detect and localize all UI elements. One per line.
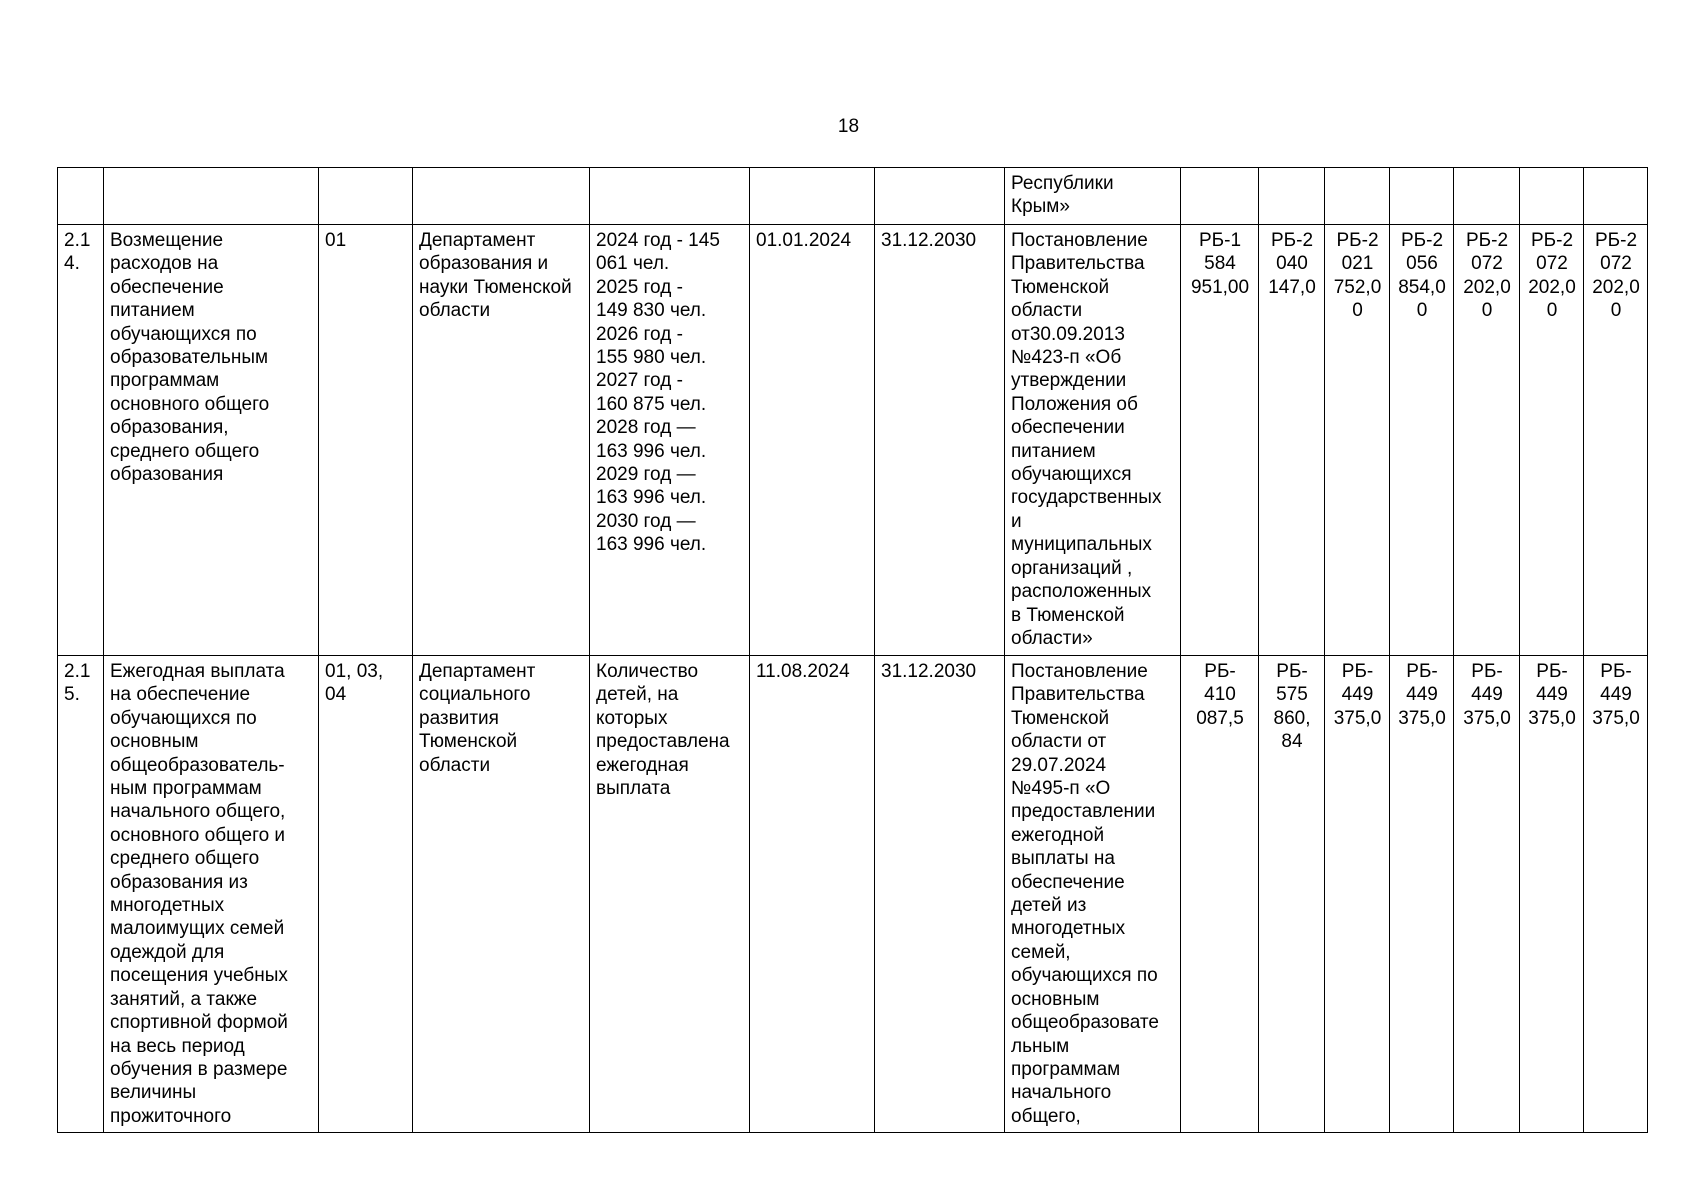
cell-text-line: льным: [1011, 1035, 1070, 1057]
cell-amount-2026: [1325, 656, 1390, 1133]
cell-amount: [1520, 168, 1584, 225]
cell-text-line: 31.12.2030: [881, 230, 977, 251]
cell-amount-2025: [1259, 656, 1325, 1133]
cell-text-line: величины: [110, 1082, 197, 1104]
cell-text-line: 410: [1204, 684, 1236, 706]
cell-legal-basis: [1005, 225, 1181, 656]
cell-text-line: 375,0: [1398, 707, 1446, 729]
cell-text-line: РБ-1: [1198, 230, 1242, 251]
cell-text-line: области: [419, 754, 491, 776]
cell-text-line: обеспечение: [110, 276, 224, 298]
cell-text-line: семей,: [1011, 941, 1071, 963]
cell-indicator: [590, 168, 750, 225]
cell-text-line: №495-п «О: [1011, 778, 1111, 800]
cell-text-line: Тюменской: [419, 731, 518, 753]
cell-text-line: предоставлена: [596, 731, 730, 753]
cell-text-line: расходов на: [110, 253, 219, 275]
cell-text-line: 163 996 чел.: [596, 487, 707, 509]
cell-text-line: 160 875 чел.: [596, 393, 707, 415]
cell-amount-2030: [1584, 656, 1648, 1133]
cell-text-line: 449: [1406, 684, 1438, 706]
cell-code: [319, 168, 413, 225]
cell-text-line: детей из: [1011, 895, 1087, 917]
cell-text-line: РБ-2: [1465, 230, 1509, 251]
cell-text-line: 040: [1276, 253, 1308, 275]
cell-text-line: 449: [1471, 684, 1503, 706]
cell-text-line: РБ-: [1341, 661, 1374, 682]
cell-num: [58, 168, 104, 225]
cell-text-line: в Тюменской: [1011, 604, 1125, 626]
table-row-2-14: [58, 225, 1648, 656]
cell-text-line: 04: [325, 684, 347, 706]
cell-amount-2028: [1454, 656, 1520, 1133]
cell-text-line: области: [1011, 300, 1083, 322]
cell-end-date: [875, 168, 1005, 225]
cell-text-line: 0: [1546, 300, 1558, 322]
cell-text-line: РБ-2: [1270, 230, 1314, 251]
cell-amount-2024: [1181, 656, 1259, 1133]
cell-text-line: РБ-: [1276, 661, 1308, 682]
cell-text-line: обеспечение: [1011, 871, 1125, 893]
cell-text-line: науки Тюменской: [419, 276, 572, 298]
cell-text-line: 163 996 чел.: [596, 534, 707, 556]
cell-text-line: 2026 год -: [596, 323, 683, 345]
cell-text-line: 4.: [64, 253, 80, 275]
cell-text-line: Правительства: [1011, 253, 1145, 275]
cell-text-line: 575: [1276, 684, 1308, 706]
cell-legal-basis: [1005, 656, 1181, 1133]
cell-text-line: 2024 год - 145: [596, 230, 720, 251]
cell-text-line: 84: [1281, 731, 1303, 753]
cell-text-line: 2025 год -: [596, 276, 683, 298]
cell-text-line: основного общего: [110, 393, 270, 415]
cell-text-line: посещения учебных: [110, 965, 288, 987]
cell-amount: [1454, 168, 1520, 225]
cell-text-line: РБ-2: [1530, 230, 1574, 251]
cell-text-line: на обеспечение: [110, 684, 251, 706]
cell-text-line: предоставлении: [1011, 801, 1156, 823]
cell-text-line: общеобразовате: [1011, 1012, 1159, 1034]
cell-num: [58, 225, 104, 656]
cell-text-line: РБ-: [1471, 661, 1503, 682]
cell-amount-2029: [1520, 656, 1584, 1133]
cell-text-line: 449: [1341, 684, 1374, 706]
cell-end-date: [875, 656, 1005, 1133]
cell-text-line: №423-п «Об: [1011, 347, 1122, 369]
cell-text-line: 11.08.2024: [756, 661, 850, 682]
cell-text-line: организаций ,: [1011, 557, 1133, 579]
cell-text-line: 860,: [1273, 707, 1311, 729]
cell-text-line: общего,: [1011, 1105, 1081, 1127]
cell-text-line: 5.: [64, 684, 80, 706]
cell-text-line: области»: [1011, 627, 1093, 649]
cell-text-line: питанием: [1011, 440, 1096, 462]
cell-end-date: [875, 225, 1005, 656]
cell-text-line: программам: [1011, 1058, 1121, 1080]
cell-text-line: 2029 год —: [596, 464, 696, 486]
cell-text-line: РБ-2: [1336, 230, 1379, 251]
cell-text-line: 155 980 чел.: [596, 347, 707, 369]
cell-text-line: обучающихся по: [110, 323, 257, 345]
cell-text-line: основным: [1011, 988, 1100, 1010]
cell-text-line: 854,0: [1398, 276, 1446, 298]
cell-text-line: среднего общего: [110, 440, 260, 462]
cell-name: [104, 656, 319, 1133]
cell-text-line: Департамент: [419, 230, 536, 251]
cell-num: [58, 656, 104, 1133]
cell-text-line: 29.07.2024: [1011, 754, 1107, 776]
cell-text-line: 584: [1204, 253, 1236, 275]
cell-text-line: 0: [1352, 300, 1363, 322]
cell-text-line: 0: [1610, 300, 1622, 322]
cell-text-line: образования и: [419, 253, 549, 275]
cell-legal-basis: [1005, 168, 1181, 225]
cell-text-line: развития: [419, 707, 499, 729]
cell-amount: [1325, 168, 1390, 225]
cell-text-line: общеобразователь-: [110, 754, 285, 776]
cell-text-line: 0: [1481, 300, 1493, 322]
cell-text-line: Ежегодная выплата: [110, 661, 285, 682]
cell-text-line: образования: [110, 464, 224, 486]
cell-text-line: основным: [110, 731, 199, 753]
cell-executor: [413, 656, 590, 1133]
cell-text-line: 087,5: [1196, 707, 1244, 729]
cell-text-line: питанием: [110, 300, 195, 322]
cell-text-line: 149 830 чел.: [596, 300, 707, 322]
cell-text-line: обучающихся по: [110, 707, 257, 729]
cell-text-line: РБ-: [1204, 661, 1236, 682]
cell-text-line: 31.12.2030: [881, 661, 977, 682]
cell-amount-2030: [1584, 225, 1648, 656]
cell-amount-2027: [1390, 656, 1454, 1133]
cell-text-line: 2.1: [64, 661, 91, 682]
cell-text-line: 202,0: [1528, 276, 1576, 298]
cell-text-line: государственных: [1011, 487, 1162, 509]
cell-text-line: которых: [596, 707, 668, 729]
cell-text-line: образования из: [110, 871, 248, 893]
cell-text-line: спортивной формой: [110, 1012, 288, 1034]
table-row-carryover: [58, 168, 1648, 225]
cell-text-line: обучающихся: [1011, 464, 1132, 486]
cell-text-line: 375,0: [1592, 707, 1640, 729]
cell-text-line: одеждой для: [110, 941, 225, 963]
cell-text-line: 01: [325, 230, 347, 251]
cell-amount-2025: [1259, 225, 1325, 656]
cell-text-line: Департамент: [419, 661, 536, 682]
cell-text-line: ежегодной: [1011, 824, 1105, 846]
cell-text-line: РБ-: [1536, 661, 1568, 682]
cell-text-line: 072: [1600, 253, 1632, 275]
cell-executor: [413, 225, 590, 656]
cell-indicator: [590, 225, 750, 656]
cell-text-line: Постановление: [1011, 661, 1148, 682]
cell-text-line: от30.09.2013: [1011, 323, 1125, 345]
cell-text-line: ным программам: [110, 778, 262, 800]
program-measures-table: [57, 167, 1648, 1133]
cell-text-line: 0: [1416, 300, 1428, 322]
cell-text-line: прожиточного: [110, 1105, 232, 1127]
cell-code: [319, 656, 413, 1133]
cell-text-line: обучения в размере: [110, 1058, 288, 1080]
cell-text-line: 2.1: [64, 230, 91, 251]
cell-text-line: 951,00: [1190, 276, 1250, 298]
cell-text-line: социального: [419, 684, 531, 706]
cell-text-line: 072: [1536, 253, 1568, 275]
cell-text-line: 202,0: [1592, 276, 1640, 298]
cell-text-line: 072: [1471, 253, 1503, 275]
cell-start-date: [750, 225, 875, 656]
cell-text-line: 01.01.2024: [756, 230, 852, 251]
cell-text-line: 163 996 чел.: [596, 440, 707, 462]
cell-text-line: области от: [1011, 731, 1107, 753]
page-number: 18: [837, 116, 860, 137]
cell-text-line: образовательным: [110, 347, 269, 369]
cell-text-line: Возмещение: [110, 230, 224, 251]
cell-text-line: Тюменской: [1011, 707, 1110, 729]
cell-text-line: Количество: [596, 661, 699, 682]
cell-text-line: 147,0: [1268, 276, 1316, 298]
cell-amount: [1390, 168, 1454, 225]
cell-text-line: РБ-: [1600, 661, 1632, 682]
cell-text-line: начального: [1011, 1082, 1112, 1104]
cell-text-line: муниципальных: [1011, 534, 1152, 556]
cell-text-line: малоимущих семей: [110, 918, 285, 940]
cell-text-line: на весь период: [110, 1035, 245, 1057]
cell-code: [319, 225, 413, 656]
cell-text-line: 375,0: [1463, 707, 1511, 729]
table-row-2-15: [58, 656, 1648, 1133]
cell-text-line: многодетных: [1011, 918, 1126, 940]
cell-text-line: среднего общего: [110, 848, 260, 870]
cell-amount: [1584, 168, 1648, 225]
cell-text-line: Крым»: [1011, 196, 1070, 218]
cell-text-line: обеспечении: [1011, 417, 1125, 439]
cell-text-line: 2030 год —: [596, 510, 696, 532]
cell-amount-2028: [1454, 225, 1520, 656]
cell-text-line: и: [1011, 510, 1022, 532]
cell-text-line: 202,0: [1463, 276, 1511, 298]
cell-indicator: [590, 656, 750, 1133]
cell-text-line: Республики: [1011, 173, 1114, 194]
cell-text-line: Положения об: [1011, 393, 1138, 415]
cell-text-line: многодетных: [110, 895, 225, 917]
cell-text-line: 375,0: [1333, 707, 1382, 729]
cell-amount: [1181, 168, 1259, 225]
cell-text-line: образования,: [110, 417, 229, 439]
cell-text-line: области: [419, 300, 491, 322]
cell-text-line: ежегодная: [596, 754, 689, 776]
cell-text-line: РБ-2: [1400, 230, 1444, 251]
cell-text-line: начального общего,: [110, 801, 286, 823]
cell-text-line: 021: [1341, 253, 1374, 275]
cell-name: [104, 168, 319, 225]
cell-text-line: 056: [1406, 253, 1438, 275]
cell-text-line: 01, 03,: [325, 661, 384, 682]
cell-text-line: 061 чел.: [596, 253, 670, 275]
cell-text-line: выплата: [596, 778, 671, 800]
cell-text-line: обучающихся по: [1011, 965, 1158, 987]
cell-amount-2027: [1390, 225, 1454, 656]
cell-text-line: 752,0: [1333, 276, 1382, 298]
cell-text-line: 449: [1600, 684, 1632, 706]
cell-amount-2024: [1181, 225, 1259, 656]
cell-executor: [413, 168, 590, 225]
cell-text-line: Тюменской: [1011, 276, 1110, 298]
cell-text-line: 2027 год -: [596, 370, 683, 392]
cell-amount: [1259, 168, 1325, 225]
cell-text-line: утверждении: [1011, 370, 1127, 392]
cell-start-date: [750, 168, 875, 225]
cell-text-line: Правительства: [1011, 684, 1145, 706]
cell-text-line: основного общего и: [110, 824, 286, 846]
cell-amount-2029: [1520, 225, 1584, 656]
cell-text-line: РБ-: [1406, 661, 1438, 682]
cell-text-line: РБ-2: [1594, 230, 1638, 251]
cell-text-line: детей, на: [596, 684, 679, 706]
cell-name: [104, 225, 319, 656]
cell-text-line: 375,0: [1528, 707, 1576, 729]
cell-text-line: 449: [1536, 684, 1568, 706]
cell-text-line: 2028 год —: [596, 417, 696, 439]
cell-text-line: занятий, а также: [110, 988, 258, 1010]
cell-text-line: Постановление: [1011, 230, 1148, 251]
cell-text-line: расположенных: [1011, 581, 1152, 603]
cell-text-line: выплаты на: [1011, 848, 1115, 870]
cell-start-date: [750, 656, 875, 1133]
cell-amount-2026: [1325, 225, 1390, 656]
cell-text-line: программам: [110, 370, 220, 392]
